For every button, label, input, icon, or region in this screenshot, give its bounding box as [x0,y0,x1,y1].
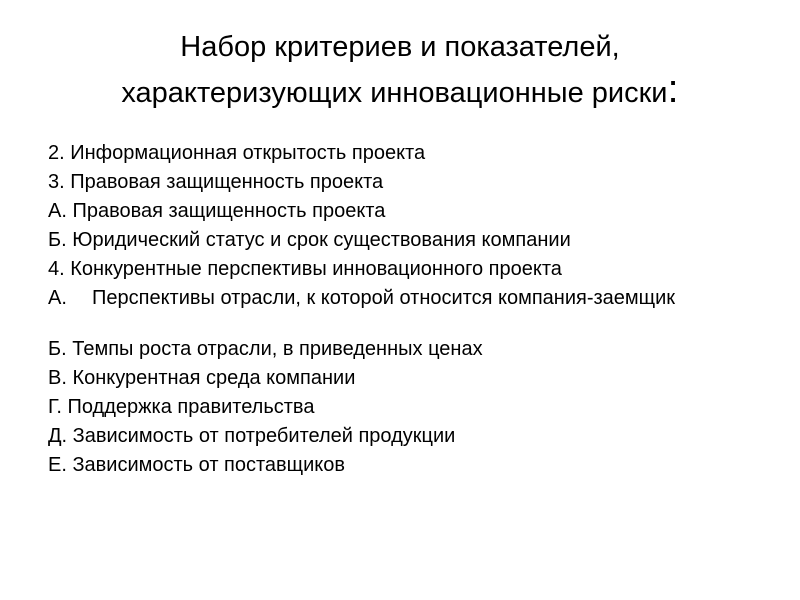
title-line-1: Набор критериев и показателей, [180,31,620,63]
list-item: 2. Информационная открытость проекта [48,142,426,164]
criteria-list [48,142,768,483]
list-item: 4. Конкурентные перспективы инновационного проекта [48,258,562,280]
list-item: 3. Правовая защищенность проекта [48,171,384,193]
title-line-2: характеризующих инновационные риски [121,77,668,109]
list-item-marker: А. [48,287,67,309]
list-item: Е. Зависимость от поставщиков [48,454,346,476]
list-item: Д. Зависимость от потребителей продукции [48,425,456,447]
slide-title [0,26,800,114]
title-colon: : [667,67,679,111]
list-item: Г. Поддержка правительства [48,396,315,418]
list-item: В. Конкурентная среда компании [48,367,356,389]
list-item-text: Перспективы отрасли, к которой относится компания-заемщик [92,287,676,309]
list-item: Б. Юридический статус и срок существования компании [48,229,571,251]
list-item-wrapped [48,287,768,338]
list-item: Б. Темпы роста отрасли, в приведенных ценах [48,338,483,360]
list-item: А. Правовая защищенность проекта [48,200,386,222]
